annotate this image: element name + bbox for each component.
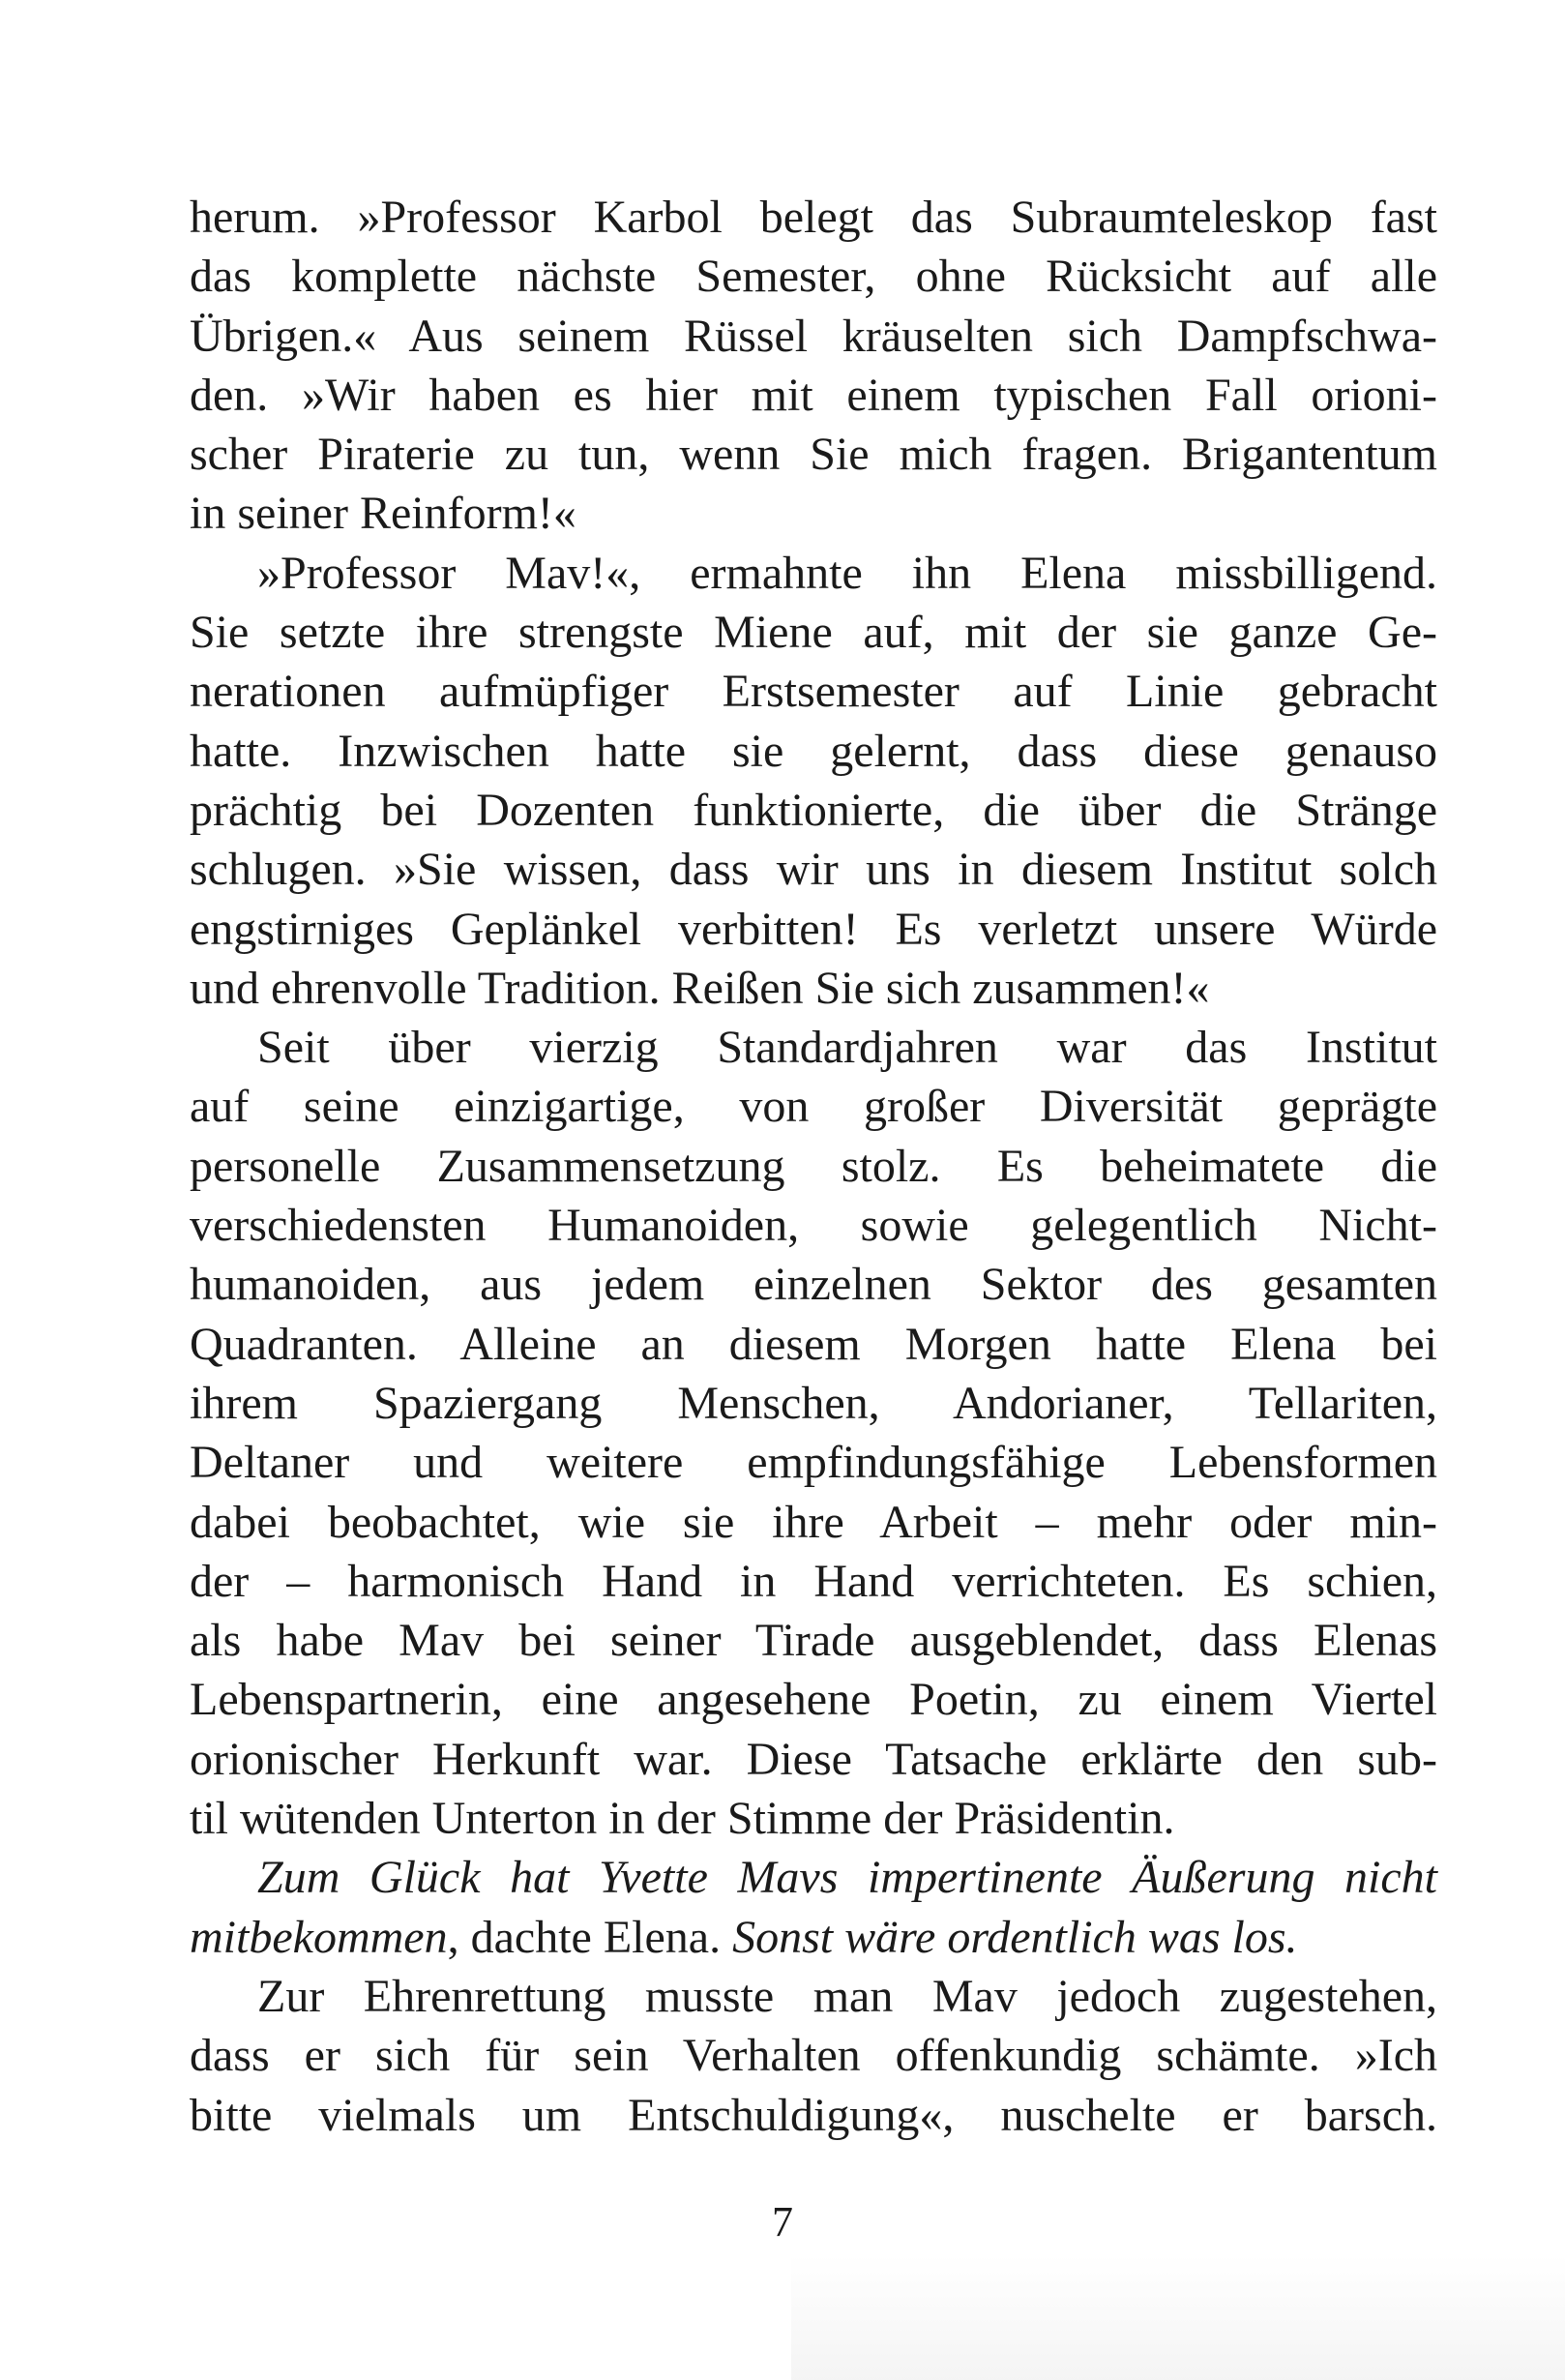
text-line [190, 484, 1437, 543]
paragraph [190, 1018, 1437, 1848]
text-run: prächtig bei Dozenten funktionierte, die über die Stränge [190, 784, 1437, 836]
text-run: Übrigen.« Aus seinem Rüssel kräuselten sich Dampfschwa- [190, 310, 1437, 362]
text-run: dabei beobachtet, wie sie ihre Arbeit – mehr oder min- [190, 1496, 1437, 1548]
text-line [190, 1315, 1437, 1374]
text-run: Quadranten. Alleine an diesem Morgen hatte Elena bei [190, 1318, 1437, 1370]
text-line [190, 2086, 1437, 2145]
paragraph [190, 1848, 1437, 1967]
text-run: scher Piraterie zu tun, wenn Sie mich fragen. Brigantentum [190, 429, 1437, 481]
text-run: dass er sich für sein Verhalten offenkundig schämte. »Ich [190, 2030, 1437, 2082]
italic-text: Sonst wäre ordentlich was los. [732, 1911, 1298, 1963]
text-run: orionischer Herkunft war. Diese Tatsache erklärte den sub- [190, 1733, 1437, 1785]
text-run: Lebenspartnerin, eine angesehene Poetin, zu einem Viertel [190, 1674, 1437, 1726]
text-run: das komplette nächste Semester, ohne Rücksicht auf alle [190, 251, 1437, 303]
text-line [190, 603, 1437, 662]
text-run: den. »Wir haben es hier mit einem typischen Fall orioni- [190, 369, 1437, 421]
text-line [190, 1967, 1437, 2026]
page-number: 7 [772, 2198, 793, 2246]
text-run: til wütenden Unterton in der Stimme der Präsidentin. [190, 1793, 1175, 1845]
text-run: Seit über vierzig Standardjahren war das Institut [257, 1022, 1437, 1074]
text-line [190, 188, 1437, 247]
text-run: in seiner Reinform!« [190, 488, 576, 540]
text-run: nerationen aufmüpfiger Erstsemester auf Linie gebracht [190, 666, 1437, 718]
paragraph [190, 544, 1437, 1018]
text-run: engstirniges Geplänkel verbitten! Es verletzt unsere Würde [190, 903, 1437, 955]
text-line [190, 1848, 1437, 1907]
text-run: personelle Zusammensetzung stolz. Es beheimatete die [190, 1140, 1437, 1192]
text-line [190, 247, 1437, 306]
italic-text: mitbekommen [190, 1911, 448, 1963]
text-line [190, 2026, 1437, 2085]
text-line [190, 1255, 1437, 1314]
text-line [190, 662, 1437, 721]
text-line [190, 840, 1437, 899]
text-line [190, 722, 1437, 781]
text-line [190, 1196, 1437, 1255]
text-line [190, 781, 1437, 840]
text-run: ihrem Spaziergang Menschen, Andorianer, Tellariten, [190, 1377, 1437, 1429]
text-line [190, 1730, 1437, 1789]
text-line [190, 1374, 1437, 1433]
text-run: verschiedensten Humanoiden, sowie gelegentlich Nicht- [190, 1200, 1437, 1252]
paragraph [190, 1967, 1437, 2145]
text-run: schlugen. »Sie wissen, dass wir uns in diesem Institut solch [190, 844, 1437, 896]
text-run: herum. »Professor Karbol belegt das Subraumteleskop fast [190, 192, 1437, 243]
italic-text: Zum Glück hat Yvette Mavs impertinente Äußerung nicht [257, 1852, 1437, 1904]
paragraph [190, 188, 1437, 544]
text-line [190, 900, 1437, 959]
text-run: Zur Ehrenrettung musste man Mav jedoch zugestehen, [257, 1970, 1437, 2022]
text-line [190, 425, 1437, 484]
text-run: und ehrenvolle Tradition. Reißen Sie sich zusammen!« [190, 962, 1210, 1014]
text-line [190, 1137, 1437, 1196]
text-line [190, 1077, 1437, 1136]
text-line [190, 1789, 1437, 1848]
text-line [190, 959, 1437, 1018]
text-line [190, 307, 1437, 366]
text-run: als habe Mav bei seiner Tirade ausgeblendet, dass Elenas [190, 1615, 1437, 1667]
text-line [190, 1552, 1437, 1611]
text-run: der – harmonisch Hand in Hand verrichteten. Es schien, [190, 1555, 1437, 1607]
text-run: Deltaner und weitere empfindungsfähige Lebensformen [190, 1437, 1437, 1489]
text-run: , dachte Elena. [447, 1911, 733, 1963]
text-line [190, 1908, 1437, 1967]
text-run: auf seine einzigartige, von großer Diversität geprägte [190, 1081, 1437, 1133]
text-line [190, 1670, 1437, 1729]
text-line [190, 366, 1437, 425]
text-run: hatte. Inzwischen hatte sie gelernt, dass diese genauso [190, 725, 1437, 777]
text-line [190, 1493, 1437, 1552]
scan-shadow [791, 2254, 1565, 2380]
body-text [190, 188, 1437, 2145]
text-run: bitte vielmals um Entschuldigung«, nuschelte er barsch. [190, 2089, 1437, 2141]
text-line [190, 1611, 1437, 1670]
text-run: »Professor Mav!«, ermahnte ihn Elena missbilligend. [257, 547, 1437, 599]
text-run: Sie setzte ihre strengste Miene auf, mit der sie ganze Ge- [190, 607, 1437, 659]
text-run: humanoiden, aus jedem einzelnen Sektor des gesamten [190, 1259, 1437, 1311]
text-line [190, 1018, 1437, 1077]
text-line [190, 544, 1437, 603]
text-line [190, 1433, 1437, 1492]
